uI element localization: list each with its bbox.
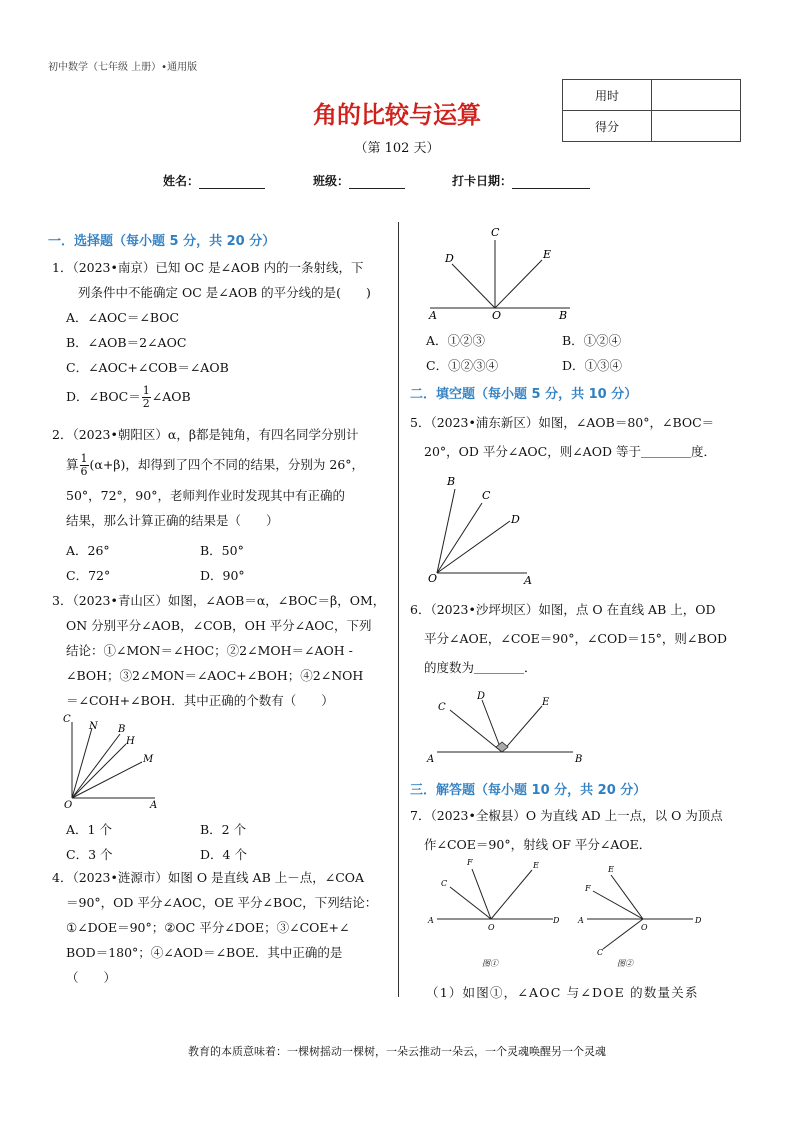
- label-d: D: [445, 252, 454, 265]
- time-field[interactable]: [652, 80, 741, 111]
- q1-option-a[interactable]: A．∠AOC＝∠BOC: [66, 310, 180, 325]
- q2-line: 结果，那么计算正确的结果是（ ）: [66, 513, 279, 528]
- q2-line: 2．（2023•朝阳区）α，β都是钝角，有四名同学分别计: [52, 427, 359, 442]
- label-b: B: [575, 754, 583, 765]
- q4-text: [52, 865, 377, 990]
- q7-part1: （1）如图①，∠AOC 与∠DOE 的数量关系: [426, 985, 699, 1000]
- label-h: H: [126, 736, 135, 747]
- label-a: A: [150, 800, 158, 811]
- label-o: O: [641, 923, 648, 932]
- q7-line: 作∠COE＝90°，射线 OF 平分∠AOE．: [424, 837, 652, 852]
- column-divider: [398, 222, 399, 997]
- page-title: 角的比较与运算: [313, 101, 481, 129]
- date-blank[interactable]: [512, 176, 590, 189]
- q7-figures: [425, 853, 755, 973]
- label-d: D: [553, 916, 560, 925]
- q7-figure-2: [577, 865, 702, 968]
- q3-text: [52, 588, 385, 713]
- q2-option-a[interactable]: A．26°: [66, 543, 110, 558]
- label-d: D: [695, 916, 702, 925]
- label-e: E: [542, 697, 550, 708]
- q1-option-c[interactable]: C．∠AOC+∠COB＝∠AOB: [66, 360, 229, 375]
- q3-option-a[interactable]: A．1 个: [66, 822, 112, 837]
- ray-od: [437, 521, 510, 573]
- label-d: D: [511, 513, 520, 526]
- q2-text: [52, 422, 364, 533]
- label-e: E: [533, 861, 539, 870]
- score-table: [562, 79, 741, 142]
- half-fraction: [142, 385, 151, 410]
- label-a: A: [578, 916, 584, 925]
- q1-option-b[interactable]: B．∠AOB＝2∠AOC: [66, 335, 187, 350]
- q2-option-b[interactable]: B．50°: [200, 543, 244, 558]
- label-f: F: [467, 858, 473, 867]
- label-o: O: [492, 309, 502, 319]
- fig2-caption: 图②: [617, 959, 633, 968]
- q3-option-d[interactable]: D．4 个: [200, 847, 247, 862]
- q4-option-b[interactable]: B．①②④: [562, 333, 622, 348]
- q3-option-b[interactable]: B．2 个: [200, 822, 247, 837]
- time-label: 用时: [563, 80, 652, 111]
- score-label: 得分: [563, 111, 652, 142]
- q2-line: 50°，72°，90°，老师判作业时发现其中有正确的: [66, 488, 345, 503]
- right-angle-mark: [496, 742, 508, 752]
- q6-line: 平分∠AOE，∠COE＝90°，∠COD＝15°，则∠BOD: [424, 631, 728, 646]
- q5-text: [410, 410, 716, 464]
- ray-ob: [437, 489, 455, 573]
- label-d: D: [477, 691, 486, 702]
- q6-line: 的度数为＿＿＿＿．: [424, 660, 537, 675]
- q5-line: 5．（2023•浦东新区）如图，∠AOB＝80°，∠BOC＝: [410, 415, 715, 430]
- label-o: O: [428, 572, 438, 585]
- label-c: C: [63, 714, 71, 725]
- label-m: M: [143, 754, 154, 765]
- q4-option-c[interactable]: C．①②③④: [426, 358, 499, 373]
- label-c: C: [438, 702, 446, 713]
- ray-oc: [437, 503, 482, 573]
- label-o: O: [488, 923, 495, 932]
- q3-line: ∠BOH；③2∠MON＝∠AOC+∠BOH；④2∠NOH: [66, 668, 364, 683]
- label-n: N: [89, 721, 98, 732]
- q2-text-part: (α+β)，却得到了四个不同的结果，分别为 26°，: [89, 457, 365, 472]
- q4-option-d[interactable]: D．①③④: [562, 358, 623, 373]
- q4-figure: [425, 224, 575, 319]
- date-field-row: [452, 172, 590, 189]
- label-c: C: [491, 226, 500, 239]
- section2-title: 二．填空题（每小题 5 分，共 10 分）: [410, 387, 638, 402]
- label-b: B: [118, 724, 126, 735]
- q3-figure: [60, 712, 170, 812]
- label-b: B: [447, 475, 456, 488]
- q3-line: 结论：①∠MON＝∠HOC；②2∠MOH＝∠AOH -: [66, 643, 353, 658]
- frac-den: 6: [80, 465, 88, 478]
- ray-oe: [502, 706, 542, 752]
- q7-line: 7．（2023•全椒县）O 为直线 AD 上一点，以 O 为顶点: [410, 808, 723, 823]
- label-c: C: [597, 948, 604, 957]
- label-o: O: [64, 800, 73, 811]
- class-field-row: [313, 172, 405, 189]
- frac-den: 2: [142, 397, 150, 410]
- q4-line: 4．（2023•涟源市）如图 O 是直线 AB 上－点，∠COA: [52, 870, 365, 885]
- label-e: E: [608, 865, 614, 874]
- ray-oe: [495, 260, 542, 308]
- name-label: 姓名：: [163, 174, 200, 188]
- date-label: 打卡日期：: [452, 174, 513, 188]
- day-label: （第 102 天）: [354, 141, 440, 156]
- q3-line: ＝∠COH+∠BOH．其中正确的个数有（ ）: [66, 693, 334, 708]
- label-a: A: [427, 754, 435, 765]
- label-a: A: [428, 916, 434, 925]
- q3-line: 3．（2023•青山区）如图，∠AOB＝α，∠BOC＝β，OM，: [52, 593, 386, 608]
- label-a: A: [524, 574, 532, 585]
- q4-line: ＝90°，OD 平分∠AOC，OE 平分∠BOC，下列结论：: [66, 895, 378, 910]
- footer-motto: 教育的本质意味着：一棵树摇动一棵树，一朵云推动一朵云，一个灵魂唤醒另一个灵魂: [188, 1045, 606, 1058]
- class-label: 班级：: [313, 174, 350, 188]
- q1-option-d-label: D．∠BOC＝: [66, 389, 141, 404]
- score-field[interactable]: [652, 111, 741, 142]
- name-field-row: [163, 172, 265, 189]
- q2-text-part: 算: [66, 457, 79, 472]
- sixth-fraction: [80, 453, 89, 478]
- ray-om: [72, 762, 142, 798]
- name-blank[interactable]: [199, 176, 265, 189]
- q4-line: （ ）: [66, 970, 117, 985]
- ray-oc: [603, 919, 643, 949]
- ray-ob: [72, 734, 120, 798]
- q6-text: [410, 597, 727, 680]
- section1-title: 一．选择题（每小题 5 分，共 20 分）: [48, 234, 276, 249]
- label-c: C: [441, 879, 448, 888]
- q6-figure: [425, 688, 590, 766]
- q2-line: [52, 447, 364, 483]
- label-e: E: [543, 248, 552, 261]
- q5-figure: [425, 473, 540, 585]
- label-f: F: [585, 884, 591, 893]
- q7-figure-1: [427, 858, 560, 968]
- ray-oe: [611, 875, 643, 919]
- q1-option-d-tail: ∠AOB: [151, 389, 191, 404]
- q1-line: 1．（2023•南京）已知 OC 是∠AOB 内的一条射线，下: [52, 260, 364, 275]
- q5-line: 20°，OD 平分∠AOC，则∠AOD 等于＿＿＿＿度．: [424, 444, 716, 459]
- frac-num: 1: [142, 384, 150, 397]
- section3-title: 三．解答题（每小题 10 分，共 20 分）: [410, 783, 647, 798]
- label-b: B: [559, 309, 568, 319]
- q2-option-d[interactable]: D．90°: [200, 568, 245, 583]
- q3-option-c[interactable]: C．3 个: [66, 847, 113, 862]
- ray-od: [452, 264, 495, 308]
- label-a: A: [429, 309, 437, 319]
- q4-line: BOD＝180°；④∠AOD＝∠BOE．其中正确的是: [66, 945, 343, 960]
- class-blank[interactable]: [349, 176, 405, 189]
- label-c: C: [482, 489, 491, 502]
- q3-line: ON 分别平分∠AOB，∠COB，OH 平分∠AOC，下列: [66, 618, 372, 633]
- q7-text: [410, 803, 723, 857]
- q4-line: ①∠DOE＝90°；②OC 平分∠DOE；③∠COE+∠: [66, 920, 350, 935]
- q1-option-d[interactable]: [66, 385, 191, 410]
- q1-text: [52, 255, 371, 305]
- q4-option-a[interactable]: A．①②③: [426, 333, 486, 348]
- fig1-caption: 图①: [482, 959, 498, 968]
- q2-option-c[interactable]: C．72°: [66, 568, 111, 583]
- doc-subtitle: 初中数学（七年级 上册）•通用版: [48, 62, 198, 73]
- frac-num: 1: [80, 452, 88, 465]
- q6-line: 6．（2023•沙坪坝区）如图，点 O 在直线 AB 上，OD: [410, 602, 716, 617]
- ray-oe: [491, 870, 532, 919]
- q1-line: 列条件中不能确定 OC 是∠AOB 的平分线的是( ): [78, 285, 371, 300]
- ray-of: [593, 891, 643, 919]
